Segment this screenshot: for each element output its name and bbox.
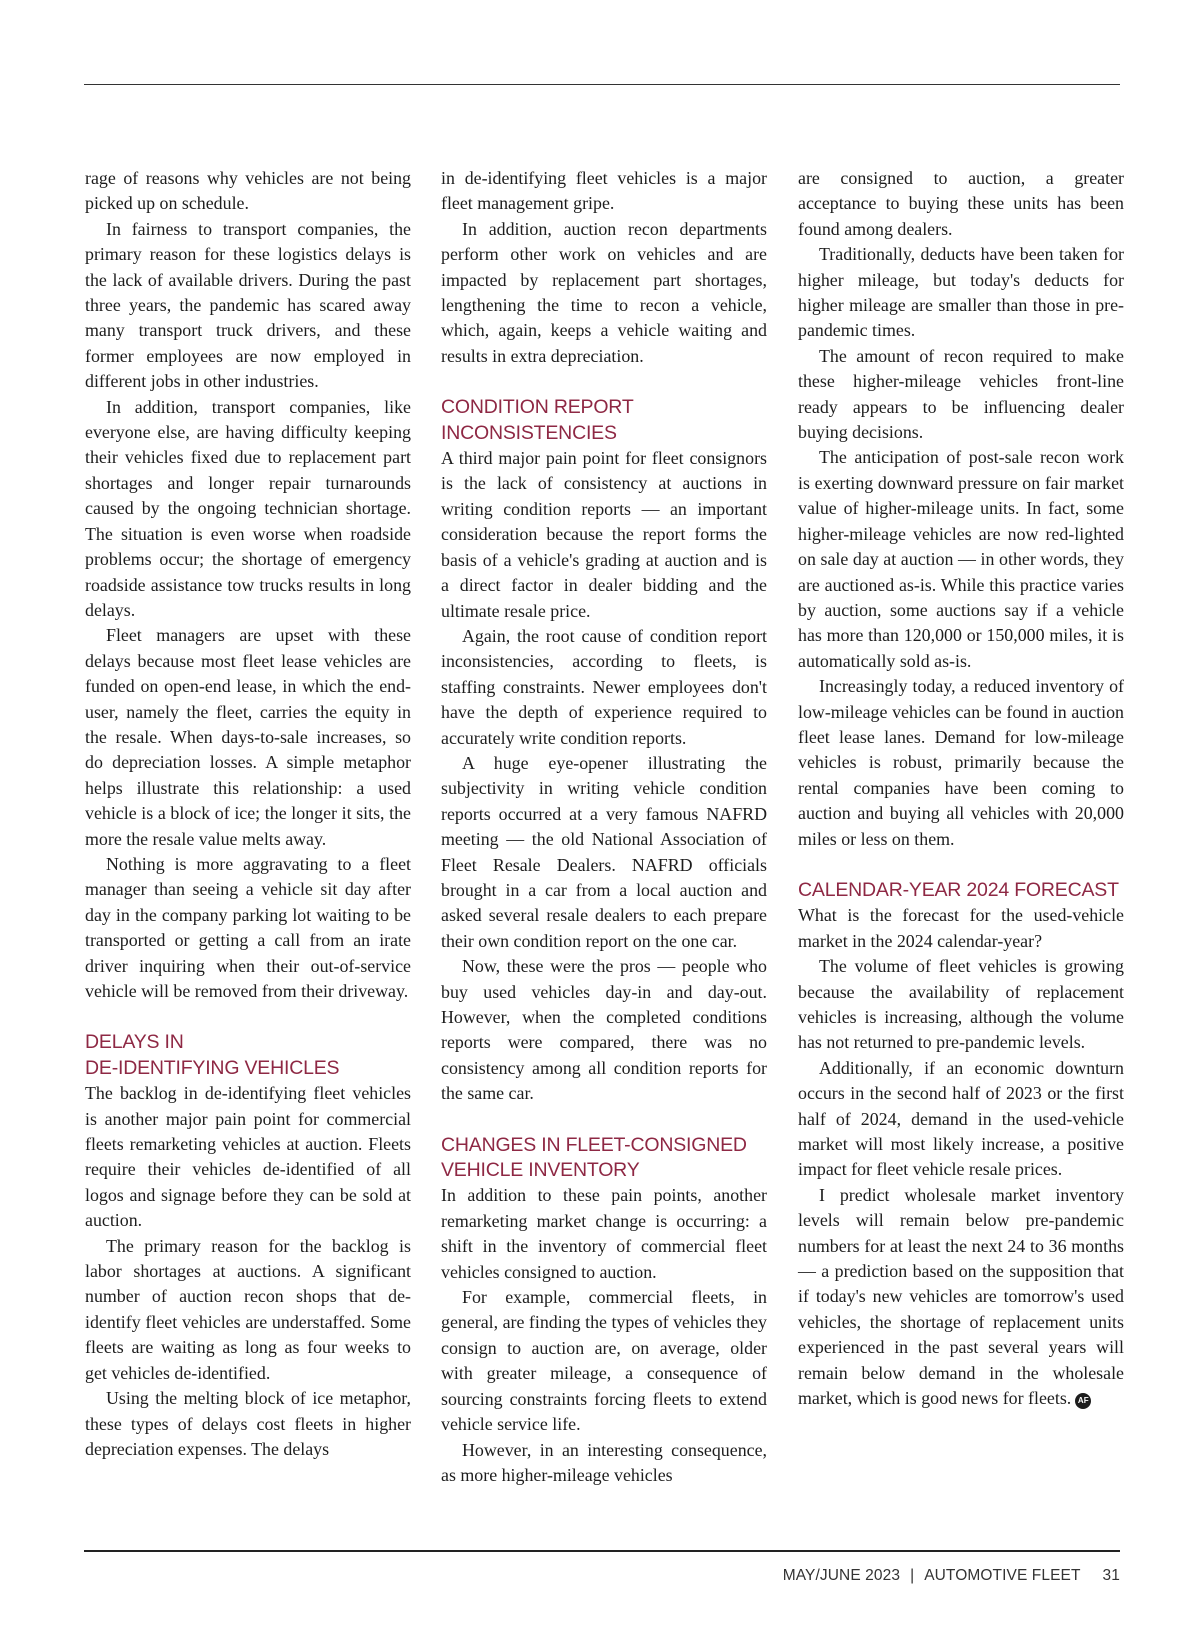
column-3 <box>798 166 1124 1412</box>
paragraph: Again, the root cause of condition report inconsistencies, according to fleets, is staffing constraints. Newer employees don't have the depth of experience required to accurately write condition reports. <box>441 625 767 748</box>
paragraph: What is the forecast for the used-vehicle market in the 2024 calendar-year? <box>798 905 1124 951</box>
paragraph: The backlog in de-identifying fleet vehicles is another major pain point for commercial fleets remarketing vehicles at auction. Fleets require their vehicles de-identified of all logos and signage before they can be sold at auction. <box>85 1083 411 1231</box>
section-heading-forecast <box>798 878 1124 903</box>
section-heading-condition-report <box>441 395 767 446</box>
end-of-article-icon: AF <box>1075 1393 1091 1409</box>
footer-publication: AUTOMOTIVE FLEET <box>924 1567 1081 1584</box>
paragraph: The anticipation of post-sale recon work is exerting downward pressure on fair market value of higher-mileage units. In fact, some higher-mileage vehicles are now red-lighted on sale day at auction — in other words, they are auctioned as-is. While this practice varies by auction, some auctions say if a vehicle has more than 120,000 or 150,000 miles, it is automatically sold as-is. <box>798 447 1124 671</box>
paragraph: In addition, transport companies, like everyone else, are having difficulty keeping their vehicles fixed due to replacement part shortages and longer repair turnarounds caused by the ongoing technician shortage. The situation is even worse when roadside problems occur; the shortage of emergency roadside assistance tow trucks results in long delays. <box>85 396 411 620</box>
paragraph: Nothing is more aggravating to a fleet manager than seeing a vehicle sit day after day in the company parking lot waiting to be transported or getting a call from an irate driver inquiring when their out-of-service vehicle will be removed from their driveway. <box>85 853 411 1001</box>
paragraph: in de-identifying fleet vehicles is a major fleet management gripe. <box>441 168 767 214</box>
paragraph: Increasingly today, a reduced inventory of low-mileage vehicles can be found in auction fleet lease lanes. Demand for low-mileage vehicles is robust, primarily because the rental companies have been coming to auction and buying all vehicles with 20,000 miles or less on them. <box>798 676 1124 849</box>
heading-line: CALENDAR-YEAR 2024 FORECAST <box>798 878 1119 901</box>
paragraph: Using the melting block of ice metaphor, these types of delays cost fleets in higher depreciation expenses. The delays <box>85 1388 411 1459</box>
paragraph <box>798 1183 1124 1412</box>
paragraph: Traditionally, deducts have been taken for higher mileage, but today's deducts for higher mileage are smaller than those in pre-pandemic times. <box>798 244 1124 341</box>
paragraph: In addition, auction recon departments perform other work on vehicles and are impacted by replacement part shortages, lengthening the time to recon a vehicle, which, again, keeps a vehicle waiting and results in extra depreciation. <box>441 218 767 366</box>
top-rule <box>84 84 1120 85</box>
page-number: 31 <box>1102 1567 1120 1584</box>
heading-line: DELAYS IN <box>85 1031 184 1054</box>
paragraph: A third major pain point for fleet consignors is the lack of consistency at auctions in writing condition reports — an important consideration because the report forms the basis of a vehicle's grading at auction and is a direct factor in dealer bidding and the ultimate resale price. <box>441 448 767 621</box>
column-1 <box>85 166 411 1462</box>
paragraph: For example, commercial fleets, in general, are finding the types of vehicles they consign to auction are, on average, older with greater mileage, a consequence of sourcing constraints forcing fleets to extend vehicle service life. <box>441 1287 767 1435</box>
paragraph: In addition to these pain points, another remarketing market change is occurring: a shift in the inventory of commercial fleet vehicles consigned to auction. <box>441 1185 767 1282</box>
paragraph: A huge eye-opener illustrating the subjectivity in writing vehicle condition reports occurred at a very famous NAFRD meeting — the old National Association of Fleet Resale Dealers. NAFRD officials brought in a car from a local auction and asked several resale dealers to each prepare their own condition report on the one car. <box>441 752 767 951</box>
heading-line: CONDITION REPORT <box>441 396 634 419</box>
paragraph: Additionally, if an economic downturn occurs in the second half of 2023 or the first half of 2024, demand in the used-vehicle market will most likely increase, a positive impact for fleet vehicle resale prices. <box>798 1057 1124 1180</box>
section-heading-delays-de-identifying <box>85 1030 411 1081</box>
paragraph: rage of reasons why vehicles are not being picked up on schedule. <box>85 168 411 214</box>
paragraph: The volume of fleet vehicles is growing because the availability of replacement vehicles is increasing, although the volume has not returned to pre-pandemic levels. <box>798 956 1124 1053</box>
footer-separator: | <box>910 1567 915 1584</box>
section-heading-fleet-consigned-inventory <box>441 1133 767 1184</box>
heading-line: VEHICLE INVENTORY <box>441 1159 640 1182</box>
bottom-rule <box>84 1550 1120 1552</box>
paragraph: Now, these were the pros — people who buy used vehicles day-in and day-out. However, when the completed conditions reports were compared, there was no consistency among all condition reports for the same car. <box>441 956 767 1104</box>
paragraph: Fleet managers are upset with these delays because most fleet lease vehicles are funded on open-end lease, in which the end-user, namely the fleet, carries the equity in the resale. When days-to-sale increases, so do depreciation losses. A simple metaphor helps illustrate this relationship: a used vehicle is a block of ice; the longer it sits, the more the resale value melts away. <box>85 625 411 849</box>
paragraph: In fairness to transport companies, the primary reason for these logistics delays is the lack of available drivers. During the past three years, the pandemic has scared away many transport truck drivers, and these former employees are now employed in different jobs in other industries. <box>85 218 411 392</box>
paragraph: The primary reason for the backlog is labor shortages at auctions. A significant number of auction recon shops that de-identify fleet vehicles are understaffed. Some fleets are waiting as long as four weeks to get vehicles de-identified. <box>85 1235 411 1383</box>
heading-line: DE-IDENTIFYING VEHICLES <box>85 1056 340 1079</box>
footer-issue: MAY/JUNE 2023 <box>782 1567 901 1584</box>
paragraph: The amount of recon required to make these higher-mileage vehicles front-line ready appears to be influencing dealer buying decisions. <box>798 345 1124 443</box>
column-2 <box>441 166 767 1488</box>
paragraph-text: I predict wholesale market inventory levels will remain below pre-pandemic numbers for at least the next 24 to 36 months — a prediction based on the supposition that if today's new vehicles are tomorrow's used vehicles, the shortage of replacement units experienced in the past several years will remain below demand in the wholesale market, which is good news for fleets. <box>798 1184 1124 1409</box>
paragraph: are consigned to auction, a greater acceptance to buying these units has been found among dealers. <box>798 168 1124 239</box>
page-footer <box>783 1567 1120 1585</box>
heading-line: CHANGES IN FLEET-CONSIGNED <box>441 1133 747 1156</box>
heading-line: INCONSISTENCIES <box>441 421 617 444</box>
paragraph: However, in an interesting consequence, as more higher-mileage vehicles <box>441 1439 767 1485</box>
